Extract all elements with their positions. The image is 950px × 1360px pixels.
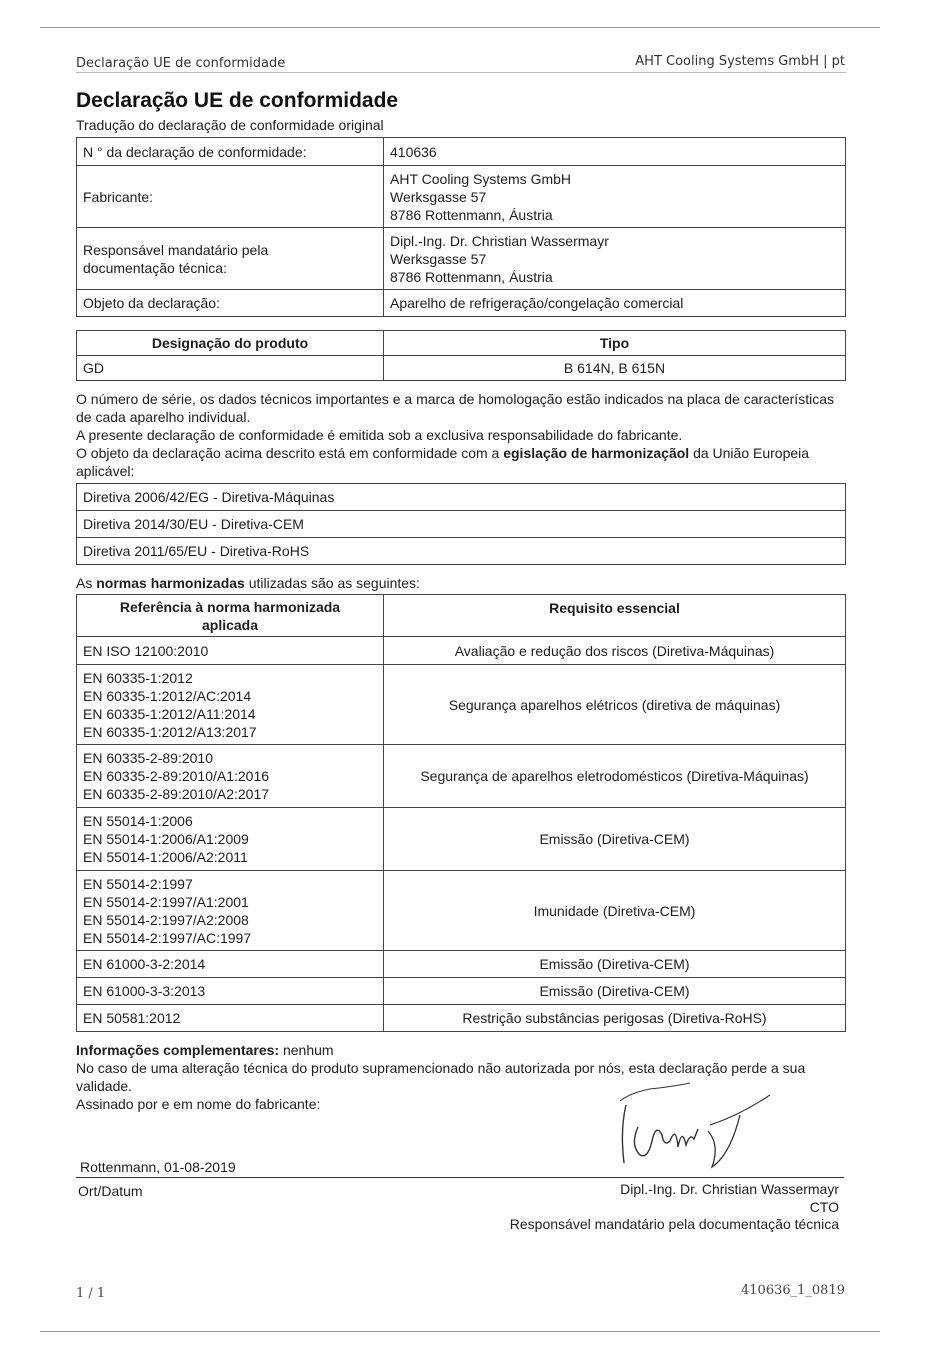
- norm-row: [77, 637, 846, 665]
- norm-reference: EN 55014-2:1997 EN 55014-2:1997/A1:2001 EN 55014-2:1997/A2:2008 EN 55014-2:1997/AC:1997: [77, 871, 384, 951]
- page-number: 1 / 1: [76, 1286, 106, 1301]
- norm-reference-header: Referência à norma harmonizada aplicada: [77, 595, 384, 637]
- norms-intro-tail: utilizadas são as seguintes:: [244, 575, 420, 591]
- conformity-text: [76, 390, 846, 480]
- norm-row: [77, 951, 846, 978]
- info-value: Aparelho de refrigeração/congelação comercial: [384, 290, 846, 317]
- signature-line: [76, 1177, 844, 1178]
- complementary-value: nenhum: [279, 1042, 334, 1058]
- info-row: [77, 290, 846, 317]
- conformity-p3-text: O objeto da declaração acima descrito está em conformidade com a: [76, 445, 504, 461]
- info-row: [77, 166, 846, 228]
- header-divider: [76, 72, 846, 73]
- directive-row: [77, 484, 846, 511]
- product-row: [77, 356, 846, 381]
- norm-reference: EN 60335-1:2012 EN 60335-1:2012/AC:2014 EN 60335-1:2012/A11:2014 EN 60335-1:2012/A13:2017: [77, 665, 384, 745]
- designation-header: Designação do produto: [77, 331, 384, 356]
- norm-row: [77, 808, 846, 871]
- norm-requirement: Emissão (Diretiva-CEM): [384, 951, 846, 978]
- norm-row: [77, 745, 846, 808]
- norm-requirement: Emissão (Diretiva-CEM): [384, 978, 846, 1005]
- norms-intro: [76, 574, 420, 592]
- norm-row: [77, 978, 846, 1005]
- type-header: Tipo: [384, 331, 846, 356]
- info-label: Objeto da declaração:: [77, 290, 384, 317]
- norm-row: [77, 871, 846, 951]
- norms-header-row: [77, 595, 846, 637]
- norm-reference: EN 61000-3-3:2013: [77, 978, 384, 1005]
- top-divider: [40, 27, 880, 28]
- conformity-paragraph-2: A presente declaração de conformidade é emitida sob a exclusiva responsabilidade do fabricante.: [76, 427, 683, 443]
- info-value: 410636: [384, 138, 846, 166]
- product-header-row: [77, 331, 846, 356]
- info-label: N ° da declaração de conformidade:: [77, 138, 384, 166]
- page-subtitle: Tradução do declaração de conformidade original: [76, 117, 384, 133]
- norm-requirement: Avaliação e redução dos riscos (Diretiva-Máquinas): [384, 637, 846, 665]
- info-row: [77, 228, 846, 290]
- bottom-divider: [40, 1331, 880, 1332]
- info-value: Dipl.-Ing. Dr. Christian Wassermayr Werksgasse 57 8786 Rottenmann, Áustria: [384, 228, 846, 290]
- norm-requirement: Imunidade (Diretiva-CEM): [384, 871, 846, 951]
- signer-name: Dipl.-Ing. Dr. Christian Wassermayr: [620, 1181, 839, 1197]
- norms-intro-text: As: [76, 575, 97, 591]
- info-label: Fabricante:: [77, 166, 384, 228]
- directive-item: Diretiva 2014/30/EU - Diretiva-CEM: [77, 511, 846, 538]
- norm-requirement: Segurança aparelhos elétricos (diretiva de máquinas): [384, 665, 846, 745]
- norm-row: [77, 665, 846, 745]
- harmonization-legislation: egislação de harmonizaçãol: [503, 445, 690, 461]
- norm-requirement: Segurança de aparelhos eletrodomésticos (Diretiva-Máquinas): [384, 745, 846, 808]
- norm-reference: EN ISO 12100:2010: [77, 637, 384, 665]
- directive-item: Diretiva 2006/42/EG - Diretiva-Máquinas: [77, 484, 846, 511]
- header-left: Declaração UE de conformidade: [76, 56, 286, 71]
- harmonized-norms: normas harmonizadas: [96, 575, 245, 591]
- info-value: AHT Cooling Systems GmbH Werksgasse 57 8786 Rottenmann, Áustria: [384, 166, 846, 228]
- product-type: B 614N, B 615N: [384, 356, 846, 381]
- complementary-label: Informações complementares:: [76, 1042, 280, 1058]
- validity-note: No caso de uma alteração técnica do produto supramencionado não autorizada por nós, esta declaração perde a sua validade.: [76, 1060, 806, 1094]
- conformity-p3-tail: da União Europeia aplicável:: [76, 445, 810, 479]
- signer-title: CTO: [809, 1199, 839, 1215]
- conformity-paragraph-3: [76, 444, 846, 480]
- signed-by-note: Assinado por e em nome do fabricante:: [76, 1096, 321, 1112]
- requirement-header: Requisito essencial: [384, 595, 846, 637]
- norm-reference: EN 61000-3-2:2014: [77, 951, 384, 978]
- directive-row: [77, 511, 846, 538]
- info-label: Responsável mandatário pela documentação técnica:: [77, 228, 384, 290]
- conformity-paragraph-1: O número de série, os dados técnicos importantes e a marca de homologação estão indicados na placa de características de cada aparelho individual.: [76, 391, 834, 425]
- info-row: [77, 138, 846, 166]
- norm-requirement: Restrição substâncias perigosas (Diretiva-RoHS): [384, 1005, 846, 1032]
- place-date-label: Ort/Datum: [78, 1183, 143, 1199]
- page-title: Declaração UE de conformidade: [76, 89, 399, 112]
- complementary-line: [76, 1041, 846, 1059]
- norms-table: [76, 594, 846, 1032]
- signer-block: [510, 1180, 839, 1233]
- info-table: [76, 137, 846, 317]
- document-code: 410636_1_0819: [741, 1283, 845, 1298]
- handwritten-signature: [590, 1075, 790, 1175]
- signer-role: Responsável mandatário pela documentação técnica: [509, 1216, 839, 1232]
- header-right: AHT Cooling Systems GmbH | pt: [635, 54, 845, 69]
- norm-requirement: Emissão (Diretiva-CEM): [384, 808, 846, 871]
- directive-row: [77, 538, 846, 565]
- product-designation: GD: [77, 356, 384, 381]
- place-date: Rottenmann, 01-08-2019: [80, 1159, 236, 1175]
- norm-reference: EN 50581:2012: [77, 1005, 384, 1032]
- directives-table: [76, 483, 846, 565]
- product-table: [76, 330, 846, 381]
- norm-reference: EN 60335-2-89:2010 EN 60335-2-89:2010/A1:2016 EN 60335-2-89:2010/A2:2017: [77, 745, 384, 808]
- directive-item: Diretiva 2011/65/EU - Diretiva-RoHS: [77, 538, 846, 565]
- norm-reference: EN 55014-1:2006 EN 55014-1:2006/A1:2009 EN 55014-1:2006/A2:2011: [77, 808, 384, 871]
- norm-row: [77, 1005, 846, 1032]
